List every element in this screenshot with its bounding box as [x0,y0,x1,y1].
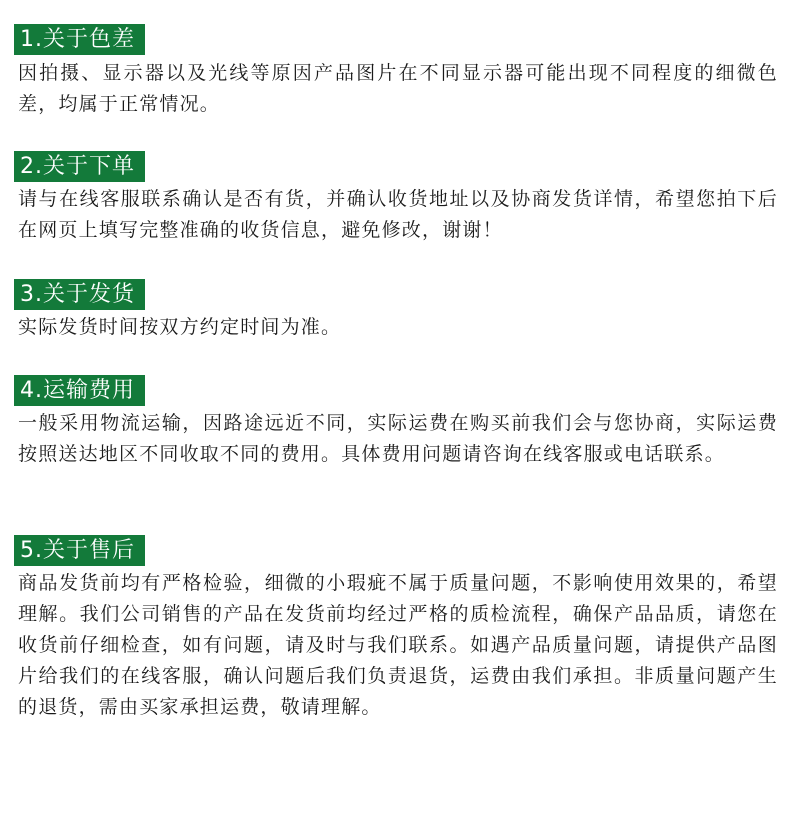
section-2-heading: 2.关于下单 [14,151,145,182]
section-4-text: 一般采用物流运输，因路途远近不同，实际运费在购买前我们会与您协商，实际运费按照送达地区不同收取不同的费用。具体费用问题请咨询在线客服或电话联系。 [18,412,778,465]
section-5-text: 商品发货前均有严格检验，细微的小瑕疵不属于质量问题，不影响使用效果的，希望理解。我们公司销售的产品在发货前均经过严格的质检流程，确保产品品质，请您在收货前仔细检查，如有问题，请及时与我们联系。如遇产品质量问题，请提供产品图片给我们的在线客服，确认问题后我们负责退货，运费由我们承担。非质量问题产生的退货，需由买家承担运费，敬请理解。 [18,572,778,718]
section-5-heading: 5.关于售后 [14,535,145,566]
section-1-heading: 1.关于色差 [14,24,145,55]
section-2-text: 请与在线客服联系确认是否有货，并确认收货地址以及协商发货详情，希望您拍下后在网页上填写完整准确的收货信息，避免修改，谢谢！ [18,188,778,241]
section-4-heading: 4.运输费用 [14,375,145,406]
section-3-heading: 3.关于发货 [14,279,145,310]
section-1-text: 因拍摄、显示器以及光线等原因产品图片在不同显示器可能出现不同程度的细微色差，均属于正常情况。 [18,62,778,115]
section-3-text: 实际发货时间按双方约定时间为准。 [18,316,342,338]
